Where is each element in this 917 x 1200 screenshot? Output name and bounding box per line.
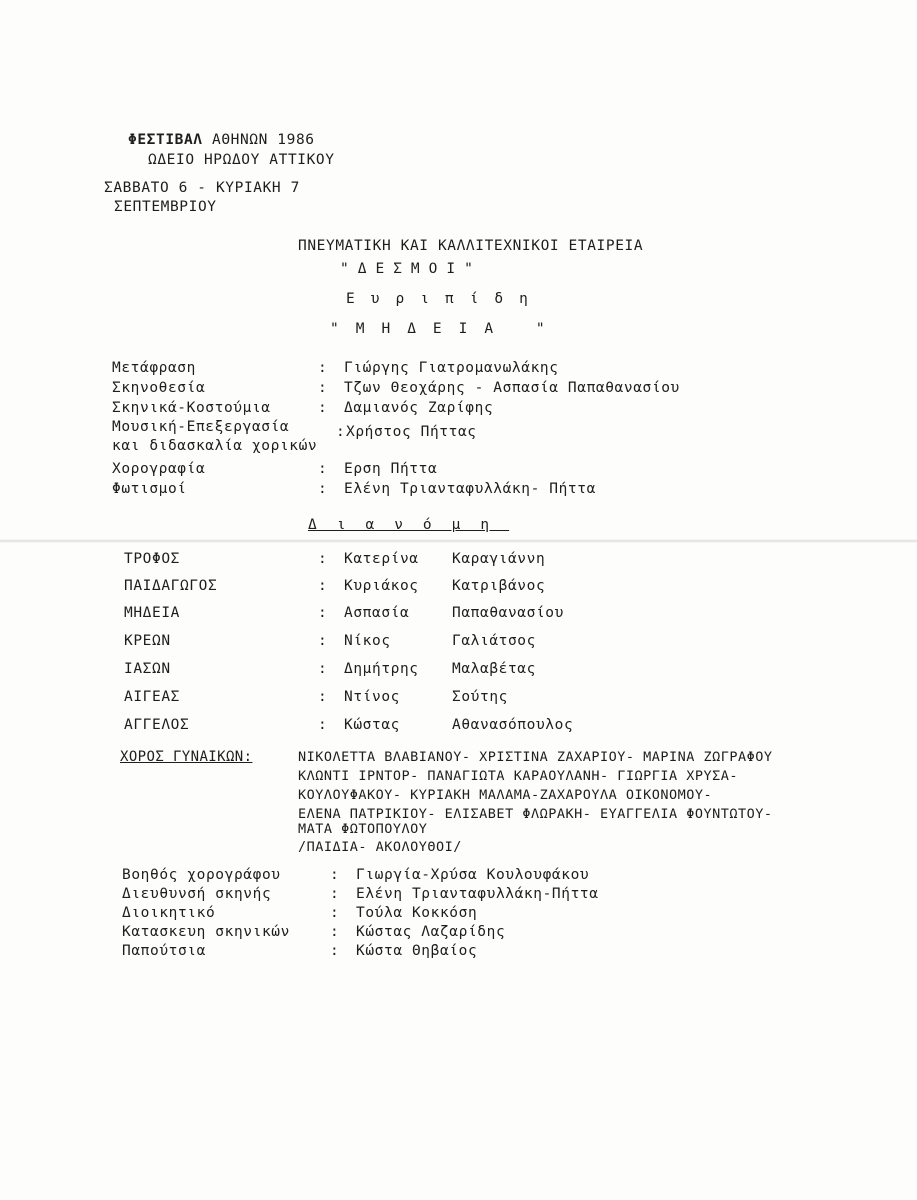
colon: :: [318, 360, 328, 376]
credit-value: Δαμιανός Ζαρίφης: [344, 400, 494, 416]
cast-role: ΤΡΟΦΟΣ: [124, 551, 180, 567]
staff-label: Βοηθός χορογράφου: [122, 867, 281, 883]
company-line: ΠΝΕΥΜΑΤΙΚΗ ΚΑΙ ΚΑΛΛΙΤΕΧΝΙΚΟΙ ΕΤΑΙΡΕΙΑ: [298, 238, 644, 254]
colon: :: [318, 551, 328, 567]
colon: :: [318, 689, 328, 705]
paper-fold-line: [0, 539, 917, 543]
staff-value: Γιωργία-Χρύσα Κουλουφάκου: [356, 867, 590, 883]
staff-value: Τούλα Κοκκόση: [356, 905, 478, 921]
cast-first-name: Κυριάκος: [344, 578, 419, 594]
cast-last-name: Καραγιάννη: [452, 551, 546, 567]
credit-label: Μετάφραση: [112, 360, 196, 376]
cast-role: ΙΑΣΩΝ: [124, 661, 171, 677]
credit-label: Σκηνικά-Κοστούμια: [112, 400, 271, 416]
company-name: "ΔΕΣΜΟΙ": [340, 261, 482, 277]
cast-role: ΑΓΓΕΛΟΣ: [124, 717, 190, 733]
cast-last-name: Σούτης: [452, 689, 508, 705]
staff-label: Διευθυνσή σκηνής: [122, 886, 272, 902]
cast-first-name: Κατερίνα: [344, 551, 419, 567]
cast-last-name: Μαλαβέτας: [452, 661, 536, 677]
staff-label: Παπούτσια: [122, 943, 206, 959]
cast-role: ΜΗΔΕΙΑ: [124, 605, 180, 621]
chorus-label: ΧΟΡΟΣ ΓΥΝΑΙΚΩΝ:: [120, 749, 253, 765]
credit-value: Χρήστος Πήττας: [346, 424, 477, 440]
chorus-line: /ΠΑΙΔΙΑ- ΑΚΟΛΟΥΘΟΙ/: [298, 839, 462, 855]
colon: :: [318, 461, 328, 477]
cast-role: ΠΑΙΔΑΓΩΓΟΣ: [124, 578, 218, 594]
cast-first-name: Ασπασία: [344, 605, 410, 621]
cast-last-name: Παπαθανασίου: [452, 605, 564, 621]
cast-first-name: Κώστας: [344, 717, 400, 733]
cast-first-name: Νίκος: [344, 633, 391, 649]
chorus-line: ΚΟΥΛΟΥΦΑΚΟΥ- ΚΥΡΙΑΚΗ ΜΑΛΑΜΑ-ΖΑΧΑΡΟΥΛΑ ΟΙΚΟΝΟΜΟΥ-: [298, 787, 713, 803]
cast-role: ΑΙΓΕΑΣ: [124, 689, 180, 705]
colon: :: [318, 717, 328, 733]
staff-value: Ελένη Τριανταφυλλάκη-Πήττα: [356, 886, 599, 902]
author: Ευριπίδη: [346, 291, 544, 307]
staff-value: Κώστα Θηβαίος: [356, 943, 478, 959]
chorus-line: ΝΙΚΟΛΕΤΤΑ ΒΛΑΒΙΑΝΟΥ- ΧΡΙΣΤΙΝΑ ΖΑΧΑΡΙΟΥ- ΜΑΡΙΝΑ ΖΩΓΡΑΦΟΥ: [298, 749, 773, 765]
colon: :: [318, 661, 328, 677]
cast-last-name: Αθανασόπουλος: [452, 717, 574, 733]
dates-line-1: ΣΑΒΒΑΤΟ 6 - ΚΥΡΙΑΚΗ 7: [104, 180, 300, 196]
staff-value: Κώστας Λαζαρίδης: [356, 924, 506, 940]
credit-label: Φωτισμοί: [112, 481, 187, 497]
chorus-line: ΕΛΕΝΑ ΠΑΤΡΙΚΙΟΥ- ΕΛΙΣΑΒΕΤ ΦΛΩΡΑΚΗ- ΕΥΑΓΓΕΛΙΑ ΦΟΥΝΤΩΤΟΥ-: [298, 806, 773, 822]
staff-label: Διοικητικό: [122, 905, 216, 921]
cast-last-name: Γαλιάτσος: [452, 633, 536, 649]
colon: :: [318, 578, 328, 594]
credit-value: Γιώργης Γιατρομανωλάκης: [344, 360, 559, 376]
colon: :: [330, 905, 340, 921]
colon: :: [330, 867, 340, 883]
festival-word: ΦΕΣΤΙΒΑΛ: [128, 132, 203, 148]
venue: ΩΔΕΙΟ ΗΡΩΔΟΥ ΑΤΤΙΚΟΥ: [148, 152, 335, 168]
colon: :: [330, 943, 340, 959]
play-title: "ΜΗΔΕΙΑ ": [330, 321, 562, 337]
staff-label: Κατασκευη σκηνικών: [122, 924, 290, 940]
festival-title: [128, 131, 315, 149]
colon: :: [318, 380, 328, 396]
colon: :: [318, 633, 328, 649]
colon: :: [330, 924, 340, 940]
colon: :: [330, 886, 340, 902]
chorus-line: ΜΑΤΑ ΦΩΤΟΠΟΥΛΟΥ: [298, 821, 428, 837]
colon: :: [318, 400, 328, 416]
credit-label: Χορογραφία: [112, 461, 206, 477]
cast-role: ΚΡΕΩΝ: [124, 633, 171, 649]
cast-heading: Διανόμη: [308, 517, 510, 533]
chorus-line: ΚΛΩΝΤΙ ΙΡΝΤΟΡ- ΠΑΝΑΓΙΩΤΑ ΚΑΡΑΟΥΛΑΝΗ- ΓΙΩΡΓΙΑ ΧΡΥΣΑ-: [298, 768, 739, 784]
credit-label: Μουσική-Επεξεργασία: [112, 419, 290, 435]
credit-value: Ερση Πήττα: [344, 461, 438, 477]
festival-year: ΑΘΗΝΩΝ 1986: [211, 132, 315, 148]
cast-first-name: Ντίνος: [344, 689, 400, 705]
colon: :: [336, 424, 346, 440]
colon: :: [318, 481, 328, 497]
cast-first-name: Δημήτρης: [344, 661, 419, 677]
credit-label-continued: και διδασκαλία χορικών: [112, 438, 318, 454]
credit-value: Ελένη Τριανταφυλλάκη- Πήττα: [344, 481, 596, 497]
colon: :: [318, 605, 328, 621]
cast-last-name: Κατριβάνος: [452, 578, 546, 594]
credit-label: Σκηνοθεσία: [112, 380, 206, 396]
credit-value: Τζων Θεοχάρης - Ασπασία Παπαθανασίου: [344, 380, 680, 396]
dates-line-2: ΣΕΠΤΕΜΒΡΙΟΥ: [114, 199, 217, 215]
